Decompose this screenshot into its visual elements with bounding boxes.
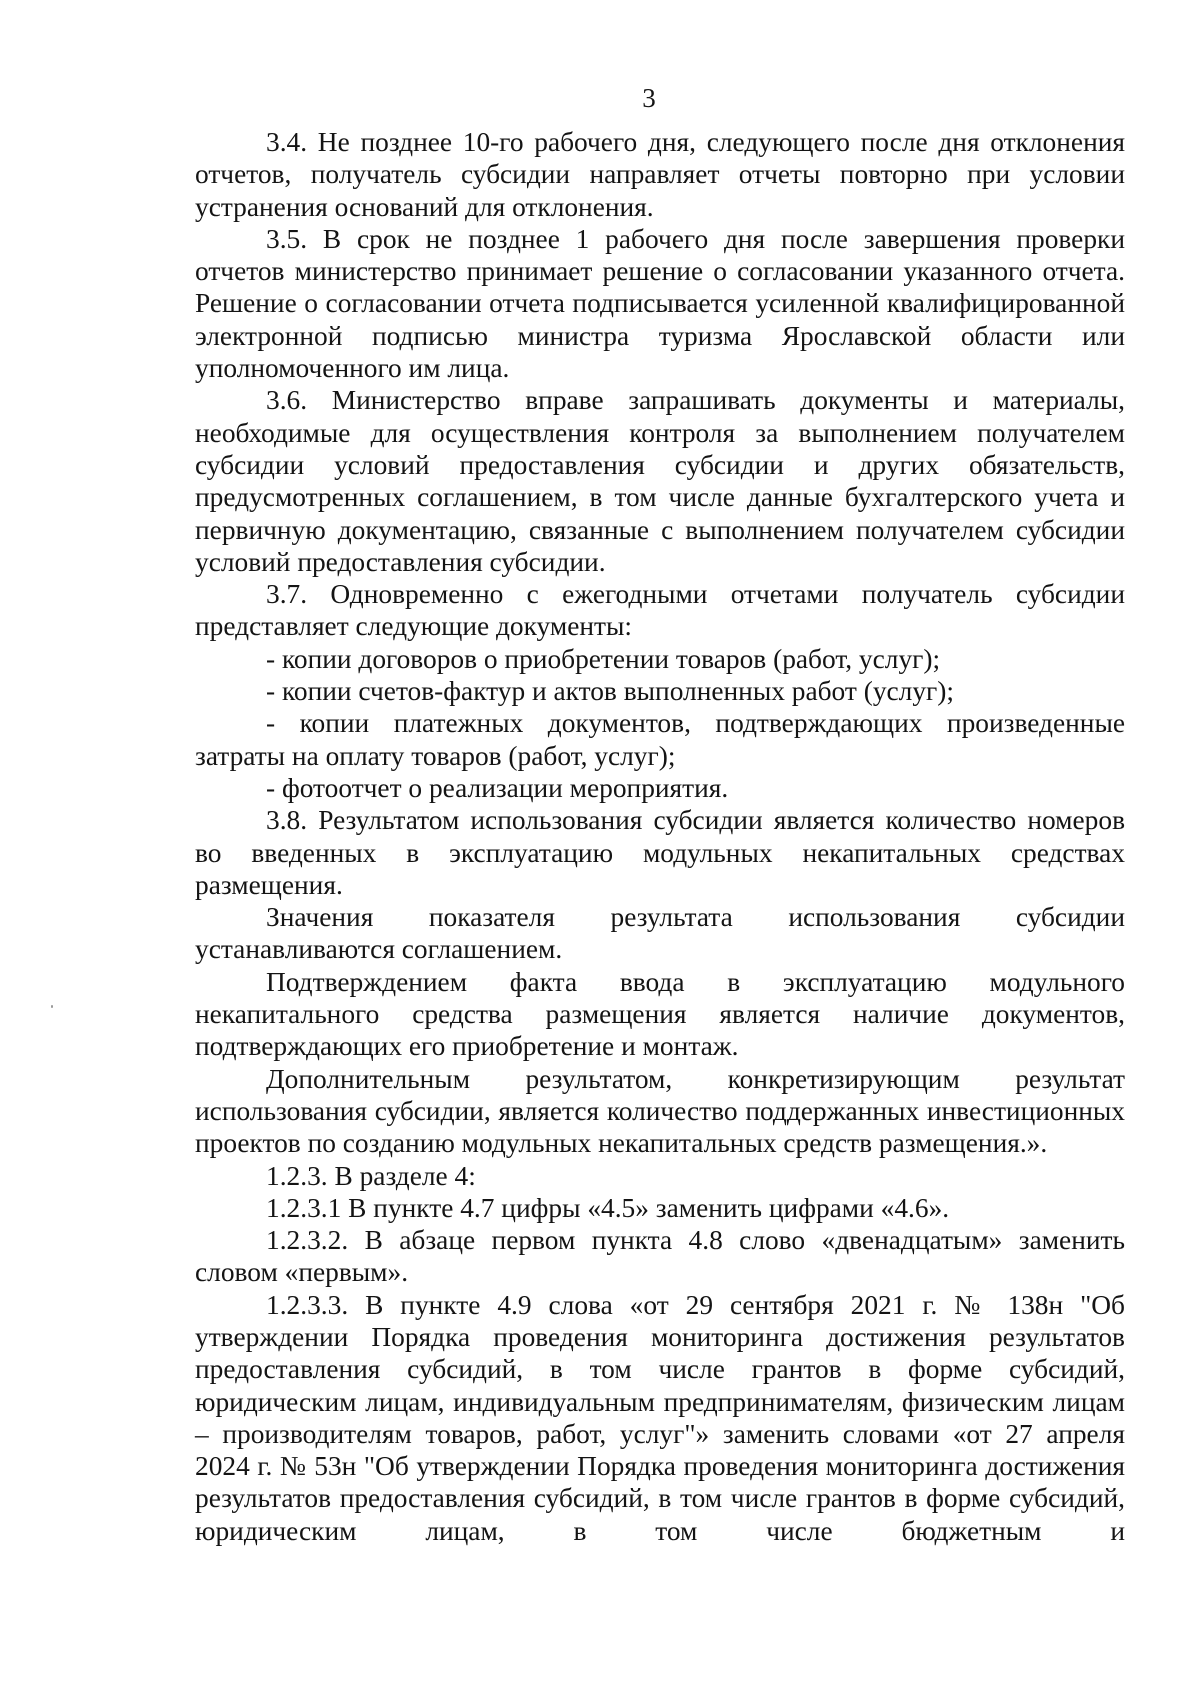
page-number: 3 — [642, 83, 656, 113]
paragraph-confirmation: Подтверждением факта ввода в эксплуатацию модульного некапитального средства размещения является наличие документов, подтверждающих его приобретение и монтаж. — [195, 966, 1125, 1062]
paragraph-1-2-3: 1.2.3. В разделе 4: — [266, 1160, 476, 1191]
list-item-photo-report: - фотоотчет о реализации мероприятия. — [266, 772, 729, 803]
document-body — [195, 126, 1125, 1547]
list-item-invoices: - копии счетов-фактур и актов выполненных работ (услуг); — [266, 676, 955, 707]
paragraph-indicator-values: Значения показателя результата использования субсидии устанавливаются соглашением. — [195, 902, 1125, 965]
paragraph-3-8: 3.8. Результатом использования субсидии является количество номеров во введенных в эксплуатацию модульных некапитальных средствах размещения. — [195, 805, 1125, 900]
paragraph-3-5: 3.5. В срок не позднее 1 рабочего дня после завершения проверки отчетов министерство принимает решение о согласовании указанного отчета. Решение о согласовании отчета подписывается усиленной квалифицированной электронной подписью министра туризма Ярославской области или уполномоченного им лица. — [195, 223, 1125, 384]
paragraph-1-2-3-1: 1.2.3.1 В пункте 4.7 цифры «4.5» заменить цифрами «4.6». — [266, 1192, 950, 1223]
paragraph-3-7: 3.7. Одновременно с ежегодными отчетами получатель субсидии представляет следующие документы: — [195, 579, 1125, 642]
scan-speck — [51, 1005, 53, 1008]
paragraph-1-2-3-2: 1.2.3.2. В абзаце первом пункта 4.8 слово «двенадцатым» заменить словом «первым». — [195, 1225, 1125, 1288]
list-item-payment-documents: - копии платежных документов, подтверждающих произведенные затраты на оплату товаров (работ, услуг); — [195, 708, 1125, 771]
paragraph-additional-result: Дополнительным результатом, конкретизирующим результат использования субсидии, является количество поддержанных инвестиционных проектов по созданию модульных некапитальных средств размещения.». — [195, 1063, 1125, 1159]
paragraph-3-6: 3.6. Министерство вправе запрашивать документы и материалы, необходимые для осуществления контроля за выполнением получателем субсидии условий предоставления субсидии и других обязательств, предусмотренных соглашением, в том числе данные бухгалтерского учета и первичную документацию, связанные с выполнением получателем субсидии условий предоставления субсидии. — [195, 385, 1125, 577]
list-item-contracts: - копии договоров о приобретении товаров (работ, услуг); — [266, 643, 941, 674]
paragraph-3-4: 3.4. Не позднее 10-го рабочего дня, следующего после дня отклонения отчетов, получатель субсидии направляет отчеты повторно при условии устранения оснований для отклонения. — [195, 127, 1125, 222]
paragraph-1-2-3-3: 1.2.3.3. В пункте 4.9 слова «от 29 сентября 2021 г. № 138н "Об утверждении Порядка проведения мониторинга достижения результатов предоставления субсидий, в том числе грантов в форме субсидий, юридическим лицам, индивидуальным предпринимателям, физическим лицам – производителям товаров, работ, услуг"» заменить словами «от 27 апреля 2024 г. № 53н "Об утверждении Порядка проведения мониторинга достижения результатов предоставления субсидий, в том числе грантов в форме субсидий, юридическим лицам, в том числе бюджетным и — [195, 1289, 1125, 1546]
